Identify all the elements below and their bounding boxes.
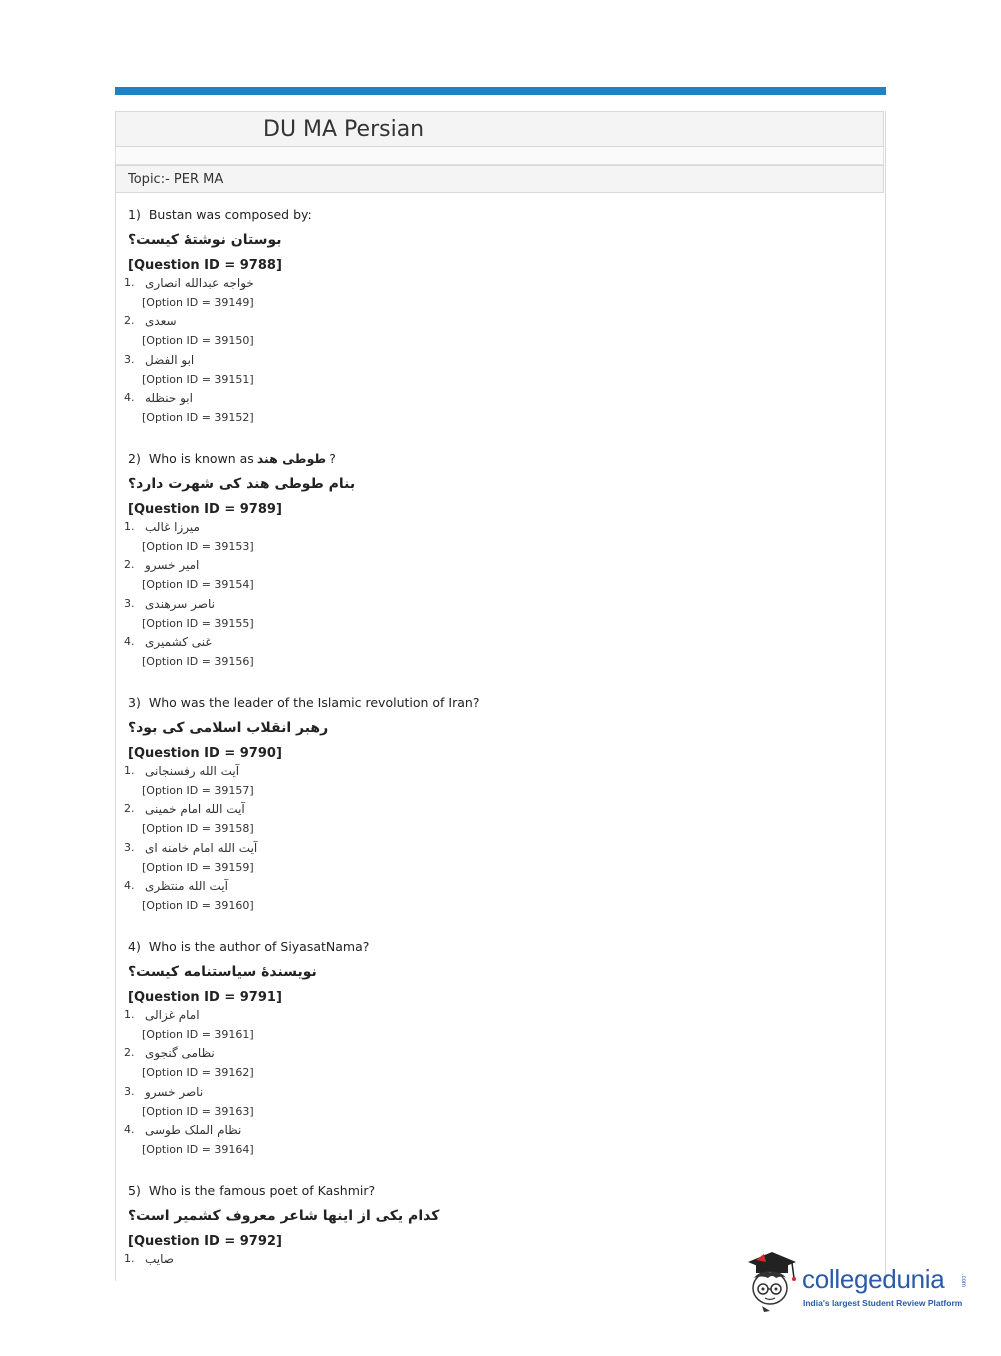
question-id: [Question ID = 9792] bbox=[128, 1234, 282, 1249]
option-id: [Option ID = 39155] bbox=[142, 616, 254, 630]
option-number: 3. bbox=[124, 596, 135, 610]
question-id: [Question ID = 9788] bbox=[128, 258, 282, 273]
question-english: Who is known as bbox=[148, 451, 254, 466]
option-number: 3. bbox=[124, 352, 135, 366]
question-english-end: ? bbox=[329, 451, 336, 466]
question-inline-persian: طوطی هند bbox=[256, 451, 327, 466]
question-id: [Question ID = 9790] bbox=[128, 746, 282, 761]
question-3 bbox=[124, 693, 848, 917]
option-number: 3. bbox=[124, 1084, 135, 1098]
option-text: آیت الله منتظری bbox=[145, 879, 229, 894]
option-text: خواجه عبدالله انصاری bbox=[145, 276, 254, 290]
collegedunia-logo[interactable] bbox=[742, 1248, 972, 1318]
option-2 bbox=[124, 557, 848, 595]
option-id: [Option ID = 39159] bbox=[142, 860, 254, 874]
option-id: [Option ID = 39164] bbox=[142, 1143, 254, 1157]
option-3 bbox=[124, 352, 848, 390]
option-2 bbox=[124, 1045, 848, 1083]
question-number: 4) bbox=[128, 939, 141, 954]
option-text: ناصر خسرو bbox=[145, 1084, 204, 1099]
option-number: 4. bbox=[124, 1123, 135, 1137]
option-1 bbox=[124, 1007, 848, 1045]
option-number: 4. bbox=[124, 391, 135, 405]
option-3 bbox=[124, 596, 848, 634]
option-text: ابو حنظله bbox=[145, 391, 193, 406]
question-english: Who is the author of SiyasatNama? bbox=[148, 939, 370, 954]
option-4 bbox=[124, 634, 848, 672]
option-1 bbox=[124, 519, 848, 557]
question-english: Bustan was composed by: bbox=[148, 207, 312, 222]
question-number: 5) bbox=[128, 1183, 141, 1198]
option-text: امام غزالی bbox=[145, 1008, 200, 1022]
question-persian: کدام یکی از اینها شاعر معروف کشمیر است؟ bbox=[128, 1208, 440, 1224]
option-number: 1. bbox=[124, 1008, 135, 1021]
option-2 bbox=[124, 313, 848, 351]
option-number: 4. bbox=[124, 635, 135, 649]
page-title: DU MA Persian bbox=[263, 117, 425, 142]
option-id: [Option ID = 39153] bbox=[142, 540, 254, 553]
question-text bbox=[128, 205, 848, 225]
option-text: امیر خسرو bbox=[145, 558, 200, 573]
question-1 bbox=[124, 205, 848, 429]
question-persian: بنام طوطی هند کی شهرت دارد؟ bbox=[128, 476, 356, 492]
brand-tagline: India's largest Student Review Platform bbox=[803, 1298, 963, 1308]
question-english: Who was the leader of the Islamic revolution of Iran? bbox=[148, 695, 480, 710]
option-text: صایب bbox=[145, 1252, 174, 1266]
question-number: 1) bbox=[128, 207, 141, 222]
option-id: [Option ID = 39149] bbox=[142, 296, 254, 309]
question-number: 2) bbox=[128, 451, 141, 466]
option-text: نظامی گنجوی bbox=[145, 1046, 215, 1061]
option-id: [Option ID = 39152] bbox=[142, 411, 254, 425]
question-text bbox=[128, 937, 848, 957]
option-4 bbox=[124, 878, 848, 916]
option-4 bbox=[124, 1122, 848, 1160]
option-number: 2. bbox=[124, 314, 135, 328]
option-text: ناصر سرهندی bbox=[145, 596, 215, 611]
question-english: Who is the famous poet of Kashmir? bbox=[148, 1183, 376, 1198]
option-number: 1. bbox=[124, 276, 135, 289]
question-persian: نویسندهٔ سیاستنامه کیست؟ bbox=[128, 964, 317, 980]
question-persian: رهبر انقلاب اسلامی کی بود؟ bbox=[128, 720, 329, 736]
option-id: [Option ID = 39156] bbox=[142, 655, 254, 669]
question-text bbox=[128, 449, 848, 469]
option-number: 2. bbox=[124, 802, 135, 816]
option-text: آیت الله امام خمینی bbox=[145, 802, 245, 817]
option-id: [Option ID = 39163] bbox=[142, 1104, 254, 1118]
option-number: 1. bbox=[124, 520, 135, 533]
option-id: [Option ID = 39154] bbox=[142, 578, 254, 592]
option-number: 4. bbox=[124, 879, 135, 893]
option-text: غنی کشمیری bbox=[145, 635, 212, 650]
option-1 bbox=[124, 1251, 848, 1289]
option-3 bbox=[124, 1084, 848, 1122]
option-id: [Option ID = 39151] bbox=[142, 372, 254, 386]
question-persian: بوستان نوشتهٔ کیست؟ bbox=[128, 232, 282, 248]
option-id: [Option ID = 39160] bbox=[142, 899, 254, 913]
option-number: 1. bbox=[124, 764, 135, 777]
option-number: 2. bbox=[124, 1046, 135, 1060]
question-number: 3) bbox=[128, 695, 141, 710]
question-4 bbox=[124, 937, 848, 1161]
option-3 bbox=[124, 840, 848, 878]
topic-label: Topic:- PER MA bbox=[128, 172, 224, 187]
option-text: میرزا غالب bbox=[145, 520, 200, 534]
option-text: آیت الله امام خامنه ای bbox=[145, 840, 258, 855]
brand-name: collegedunia bbox=[802, 1264, 945, 1294]
option-id: [Option ID = 39157] bbox=[142, 784, 254, 797]
option-text: نظام الملک طوسی bbox=[145, 1123, 242, 1138]
topic-box bbox=[115, 165, 884, 193]
option-1 bbox=[124, 763, 848, 801]
option-4 bbox=[124, 390, 848, 428]
question-text bbox=[128, 1181, 848, 1201]
brand-domain: .com bbox=[960, 1274, 966, 1288]
question-id: [Question ID = 9789] bbox=[128, 502, 282, 517]
option-text: سعدی bbox=[145, 314, 177, 329]
option-number: 3. bbox=[124, 840, 135, 854]
question-id: [Question ID = 9791] bbox=[128, 990, 282, 1005]
title-box bbox=[115, 111, 884, 147]
top-accent-bar bbox=[115, 87, 886, 95]
option-text: آیت الله رفسنجانی bbox=[145, 764, 240, 778]
option-id: [Option ID = 39162] bbox=[142, 1066, 254, 1080]
option-number: 1. bbox=[124, 1252, 135, 1265]
title-spacer bbox=[115, 147, 884, 165]
question-5 bbox=[124, 1181, 848, 1289]
mascot-icon bbox=[742, 1248, 800, 1312]
option-2 bbox=[124, 801, 848, 839]
option-id: [Option ID = 39150] bbox=[142, 334, 254, 348]
question-2 bbox=[124, 449, 848, 673]
option-text: ابو الفضل bbox=[145, 352, 195, 367]
option-id: [Option ID = 39161] bbox=[142, 1028, 254, 1041]
question-text bbox=[128, 693, 848, 713]
option-1 bbox=[124, 275, 848, 313]
option-number: 2. bbox=[124, 558, 135, 572]
option-id: [Option ID = 39158] bbox=[142, 822, 254, 836]
